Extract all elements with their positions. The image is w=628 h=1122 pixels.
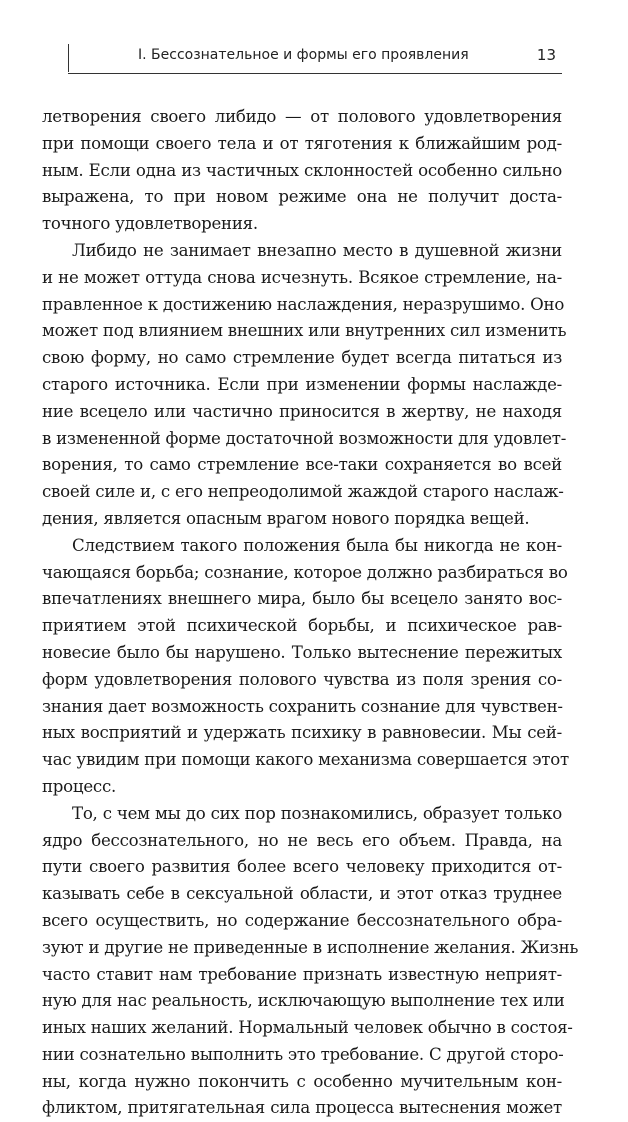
- text-line: новесие было бы нарушено. Только вытеснение пережитых: [42, 642, 562, 662]
- text-line: Либидо не занимает внезапно место в душевной жизни: [72, 240, 562, 260]
- text-line: дения, является опасным врагом нового порядка вещей.: [42, 508, 530, 528]
- header-vertical-rule: [68, 44, 69, 72]
- text-line: зуют и другие не приведенные в исполнение желания. Жизнь: [42, 937, 579, 957]
- text-line: всего осуществить, но содержание бессознательного обра-: [42, 910, 562, 930]
- text-line: чающаяся борьба; сознание, которое должно разбираться во: [42, 562, 568, 582]
- text-line: старого источника. Если при изменении формы наслажде-: [42, 374, 562, 394]
- text-line: казывать себе в сексуальной области, и этот отказ труднее: [42, 884, 562, 904]
- text-line: пути своего развития более всего человеку приходится от-: [42, 857, 562, 877]
- text-line: летворения своего либидо — от полового удовлетворения: [42, 107, 562, 126]
- text-line: свою форму, но само стремление будет всегда питаться из: [42, 348, 562, 368]
- text-line: ную для нас реальность, исключающую выполнение тех или: [42, 991, 565, 1011]
- text-line: ние всецело или частично приносится в жертву, не находя: [42, 401, 562, 421]
- text-line: То, с чем мы до сих пор познакомились, образует только: [72, 803, 562, 823]
- text-line: ядро бессознательного, но не весь его объем. Правда, на: [42, 830, 562, 850]
- text-line: часто ставит нам требование признать известную неприят-: [42, 964, 562, 984]
- text-line: приятием этой психической борьбы, и психическое рав-: [42, 616, 562, 636]
- chapter-title: I. Бессознательное и формы его проявления: [138, 47, 469, 63]
- body-text: [42, 104, 579, 1122]
- text-line: и не может оттуда снова исчезнуть. Всякое стремление, на-: [42, 267, 562, 287]
- text-line: при помощи своего тела и от тяготения к ближайшим род-: [42, 133, 562, 153]
- text-line: нии сознательно выполнить это требование. С другой сторо-: [42, 1044, 564, 1064]
- text-line: точного удовлетворения.: [42, 214, 258, 234]
- header-horizontal-rule: [68, 73, 562, 74]
- text-line: ным. Если одна из частичных склонностей особенно сильно: [42, 160, 562, 180]
- text-line: иных наших желаний. Нормальный человек обычно в состоя-: [42, 1018, 573, 1038]
- text-line: впечатлениях внешнего мира, было бы всецело занято вос-: [42, 589, 562, 609]
- text-line: ных восприятий и удержать психику в равновесии. Мы сей-: [42, 723, 562, 743]
- text-line: ворения, то само стремление все-таки сохраняется во всей: [42, 455, 562, 475]
- text-line: может под влиянием внешних или внутренних сил изменить: [42, 321, 567, 341]
- text-line: знания дает возможность сохранить сознание для чувствен-: [42, 696, 563, 716]
- text-line: ны, когда нужно покончить с особенно мучительным кон-: [42, 1071, 562, 1091]
- text-line: форм удовлетворения полового чувства из поля зрения со-: [42, 669, 562, 689]
- text-line: в измененной форме достаточной возможности для удовлет-: [42, 428, 567, 448]
- running-header: [68, 40, 562, 74]
- text-line: процесс.: [42, 776, 117, 796]
- text-line: выражена, то при новом режиме она не получит доста-: [42, 187, 562, 207]
- text-line: час увидим при помощи какого механизма совершается этот: [42, 750, 569, 770]
- text-line: своей силе и, с его непреодолимой жаждой старого наслаж-: [42, 482, 564, 502]
- text-line: Следствием такого положения была бы никогда не кон-: [72, 535, 562, 555]
- text-line: фликтом, притягательная сила процесса вытеснения может: [42, 1098, 562, 1118]
- text-line: правленное к достижению наслаждения, неразрушимо. Оно: [42, 294, 565, 314]
- page-number: 13: [536, 46, 556, 64]
